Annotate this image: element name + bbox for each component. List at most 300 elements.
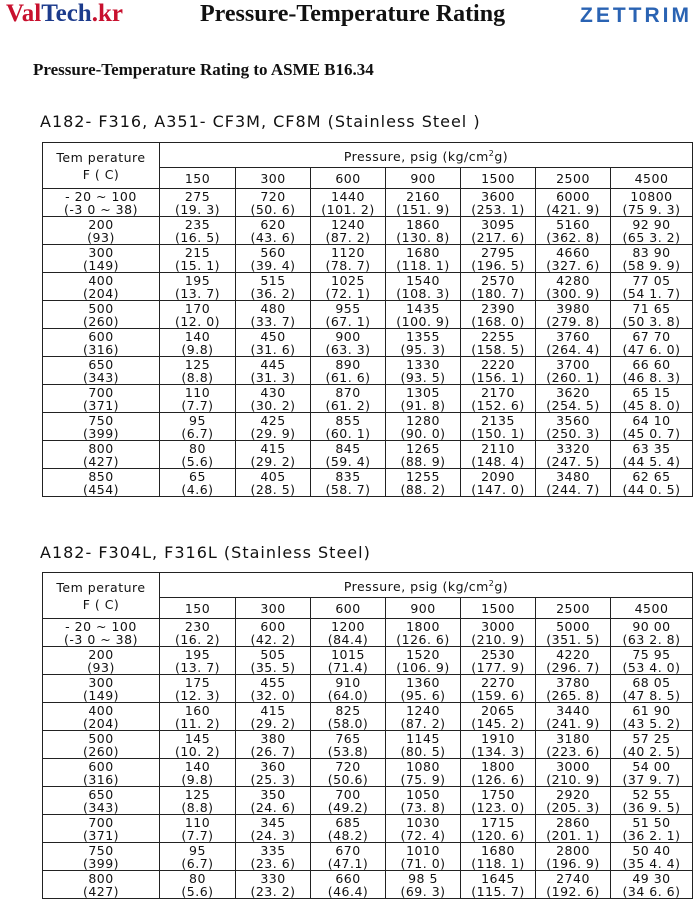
pressure-cell [160,675,236,703]
pressure-psig: 1540 [406,272,440,288]
temperature-c: (371) [82,397,120,413]
pressure-psig: 3760 [556,328,590,344]
table-row [43,357,693,385]
temperature-c: (-3 0 ~ 38) [64,631,138,647]
pressure-psig: 1715 [481,814,515,830]
class-header: 2500 [536,598,611,619]
pressure-kg: (80. 5) [400,743,446,759]
pressure-kg: (35. 5) [250,659,296,675]
pressure-kg: (13. 7) [174,285,221,301]
pressure-cell [236,441,311,469]
pressure-kg: (46 8. 3) [622,369,681,385]
pressure-kg: (300. 9) [546,285,600,301]
pressure-psig: 77 05 [632,272,671,288]
pressure-psig: 4660 [556,244,590,260]
pressure-psig: 3000 [556,758,590,774]
pressure-kg: (23. 6) [250,855,296,871]
pressure-psig: 90 00 [632,618,671,634]
pressure-psig: 2920 [556,786,590,802]
pressure-kg: (58 9. 9) [622,257,681,273]
pressure-cell [236,675,311,703]
pressure-kg: (93. 5) [400,369,446,385]
temperature-f: 500 [88,300,114,316]
pressure-cell [461,273,536,301]
pressure-cell [611,647,693,675]
pressure-kg: (53.8) [327,743,369,759]
pressure-psig: 1025 [331,272,365,288]
temperature-f: 800 [88,870,114,886]
pressure-psig: 2795 [481,244,515,260]
pressure-cell [611,217,693,245]
pressure-kg: (95. 6) [400,687,446,703]
pressure-cell [386,675,461,703]
pressure-cell [386,413,461,441]
temperature-header [43,573,160,619]
temperature-f: 650 [88,786,114,802]
pressure-psig: 1435 [406,300,440,316]
pressure-kg: (29. 2) [250,453,296,469]
pressure-kg: (42. 2) [250,631,296,647]
pressure-cell [311,469,386,497]
pressure-kg: (16. 5) [174,229,221,245]
temperature-f: 600 [88,758,114,774]
pressure-kg: (421. 9) [546,201,600,217]
pressure-kg: (36. 2) [250,285,296,301]
pressure-kg: (65 3. 2) [622,229,681,245]
pressure-psig: 450 [260,328,286,344]
pressure-kg: (72. 1) [325,285,371,301]
pressure-psig: 2110 [481,440,515,456]
pressure-psig: 825 [335,702,361,718]
pressure-psig: 67 70 [632,328,671,344]
temperature-c: (316) [82,341,120,357]
table-row [43,871,693,899]
pressure-kg: (254. 5) [546,397,600,413]
temperature-header-unit: F ( C) [82,166,120,182]
pressure-psig: 145 [184,730,211,746]
temperature-cell [43,273,160,301]
pressure-psig: 3980 [556,300,590,316]
pressure-cell [611,301,693,329]
pressure-kg: (106. 9) [396,659,450,675]
pressure-kg: (50 3. 8) [622,313,681,329]
pressure-kg: (177. 9) [471,659,525,675]
pressure-kg: (49.2) [327,799,369,815]
pressure-kg: (61. 6) [325,369,371,385]
pressure-cell [461,731,536,759]
temperature-cell [43,843,160,871]
pressure-cell [461,441,536,469]
pressure-cell [160,731,236,759]
pressure-kg: (260. 1) [546,369,600,385]
pressure-cell [236,787,311,815]
pressure-psig: 2160 [406,188,440,204]
temperature-header [43,143,160,189]
pressure-cell [536,469,611,497]
pressure-cell [236,619,311,647]
zettrim-brand-logo: ZETTRIM [580,4,692,27]
pressure-kg: (44 5. 4) [622,453,681,469]
pressure-psig: 350 [260,786,286,802]
pressure-kg: (101. 2) [321,201,375,217]
pressure-cell [536,217,611,245]
pressure-cell [160,273,236,301]
pressure-cell [611,815,693,843]
pressure-psig: 2170 [481,384,515,400]
pressure-kg: (159. 6) [471,687,525,703]
pressure-psig: 51 50 [632,814,671,830]
pressure-cell [461,385,536,413]
temperature-cell [43,413,160,441]
pressure-cell [386,357,461,385]
temperature-c: (399) [82,425,120,441]
pressure-cell [461,245,536,273]
pressure-cell [311,871,386,899]
temperature-f: 400 [88,702,114,718]
pressure-kg: (32. 0) [250,687,296,703]
pressure-kg: (47 8. 5) [622,687,681,703]
pressure-psig: 92 90 [632,216,671,232]
pressure-cell [611,703,693,731]
pressure-kg: (43. 6) [250,229,296,245]
pressure-psig: 2570 [481,272,515,288]
pressure-kg: (30. 2) [250,397,296,413]
pressure-kg: (36 2. 1) [622,827,681,843]
logo-part-tech: Tech [41,0,92,27]
pressure-kg: (34 6. 6) [622,883,681,899]
pressure-psig: 1200 [331,618,365,634]
pressure-psig: 1860 [406,216,440,232]
pressure-psig: 405 [260,468,286,484]
pressure-kg: (5.6) [181,883,214,899]
pressure-psig: 900 [335,328,361,344]
pressure-cell [536,787,611,815]
pressure-kg: (69. 3) [400,883,446,899]
pressure-psig: 345 [260,814,286,830]
pressure-kg: (33. 7) [250,313,296,329]
pressure-cell [536,245,611,273]
pressure-cell [461,759,536,787]
pressure-kg: (75 9. 3) [622,201,681,217]
pressure-psig: 75 95 [632,646,671,662]
temperature-c: (343) [82,799,120,815]
pressure-kg: (39. 4) [250,257,296,273]
temperature-c: (93) [87,659,115,675]
pressure-cell [461,675,536,703]
table-row [43,759,693,787]
pressure-psig: 415 [260,440,286,456]
pressure-kg: (100. 9) [396,313,450,329]
pressure-cell [236,301,311,329]
pressure-psig: 1255 [406,468,440,484]
pressure-kg: (210. 9) [546,771,600,787]
temperature-cell [43,871,160,899]
class-header: 900 [386,598,461,619]
pressure-kg: (91. 8) [400,397,446,413]
pressure-cell [386,273,461,301]
pressure-cell [236,385,311,413]
pressure-kg: (7.7) [181,397,214,413]
pressure-cell [160,217,236,245]
pressure-psig: 2255 [481,328,515,344]
pressure-kg: (10. 2) [174,743,221,759]
pressure-cell [461,871,536,899]
pressure-kg: (31. 3) [250,369,296,385]
pressure-header-end: g) [494,149,509,165]
pressure-psig: 1030 [406,814,440,830]
pressure-cell [386,441,461,469]
pressure-psig: 685 [335,814,361,830]
pressure-cell [386,731,461,759]
temperature-cell [43,301,160,329]
pressure-cell [461,647,536,675]
table-row [43,647,693,675]
pressure-kg: (264. 4) [546,341,600,357]
pressure-kg: (205. 3) [546,799,600,815]
pressure-psig: 1520 [406,646,440,662]
pressure-cell [611,329,693,357]
pressure-cell [386,787,461,815]
table-row [43,385,693,413]
pressure-kg: (130. 8) [396,229,450,245]
table-row [43,469,693,497]
pressure-cell [236,413,311,441]
pressure-psig: 1330 [406,356,440,372]
pressure-cell [311,787,386,815]
pressure-kg: (148. 4) [471,453,525,469]
pressure-kg: (64.0) [327,687,369,703]
pressure-cell [160,357,236,385]
pressure-kg: (327. 6) [546,257,600,273]
pressure-kg: (241. 9) [546,715,600,731]
pressure-psig: 3000 [481,618,515,634]
temperature-cell [43,441,160,469]
pressure-kg: (71. 0) [400,855,446,871]
pressure-cell [311,647,386,675]
pressure-cell [611,357,693,385]
pressure-kg: (45 8. 0) [622,397,681,413]
temperature-header-label: Tem perature [56,579,146,595]
table-row [43,217,693,245]
pressure-kg: (9.8) [181,341,214,357]
pressure-cell [311,329,386,357]
pressure-cell [536,731,611,759]
temperature-cell [43,245,160,273]
document-title: Pressure-Temperature Rating [200,1,506,27]
class-header: 300 [236,168,311,189]
pressure-cell [386,759,461,787]
pressure-cell [611,469,693,497]
table-1-title: A182- F316, A351- CF3M, CF8M (Stainless Steel ) [40,112,481,131]
pressure-cell [536,871,611,899]
temperature-c: (149) [82,687,120,703]
pressure-psig: 2065 [481,702,515,718]
pressure-kg: (29. 9) [250,425,296,441]
pressure-cell [160,815,236,843]
pressure-kg: (115. 7) [471,883,525,899]
class-header: 4500 [611,598,693,619]
pressure-cell [311,189,386,217]
temperature-f: 200 [88,646,114,662]
table-row [43,441,693,469]
temperature-f: 300 [88,244,114,260]
pressure-cell [386,843,461,871]
pressure-kg: (4.6) [181,481,214,497]
pressure-kg: (25. 3) [250,771,296,787]
pressure-psig: 3780 [556,674,590,690]
pressure-cell [611,189,693,217]
pressure-header-sup: 2 [488,148,495,158]
pressure-psig: 1280 [406,412,440,428]
pressure-cell [160,703,236,731]
pressure-psig: 3560 [556,412,590,428]
pressure-cell [160,843,236,871]
pressure-cell [160,301,236,329]
pressure-cell [236,815,311,843]
pressure-kg: (88. 9) [400,453,446,469]
section-subtitle: Pressure-Temperature Rating to ASME B16.34 [33,60,374,79]
temperature-cell [43,217,160,245]
pressure-kg: (156. 1) [471,369,525,385]
pressure-cell [236,469,311,497]
table-row [43,189,693,217]
pressure-header-text: Pressure, psig (kg/cm [343,149,489,165]
pressure-psig: 230 [184,618,211,634]
pressure-psig: 140 [184,758,211,774]
pressure-kg: (126. 6) [471,771,525,787]
pressure-psig: 175 [184,674,211,690]
pressure-kg: (72. 4) [400,827,446,843]
pressure-cell [160,647,236,675]
pressure-header-end: g) [494,579,509,595]
pressure-cell [236,759,311,787]
pressure-psig: 1360 [406,674,440,690]
temperature-cell [43,703,160,731]
pressure-psig: 1240 [331,216,365,232]
pressure-kg: (40 2. 5) [622,743,681,759]
temperature-f: 850 [88,468,114,484]
pressure-psig: 2800 [556,842,590,858]
pressure-cell [536,273,611,301]
pressure-psig: 700 [335,786,361,802]
pressure-kg: (90. 0) [400,425,446,441]
temperature-c: (427) [82,883,120,899]
pressure-kg: (23. 2) [250,883,296,899]
table-row [43,329,693,357]
pressure-psig: 835 [335,468,361,484]
pressure-psig: 235 [184,216,211,232]
pressure-cell [236,647,311,675]
pressure-psig: 1305 [406,384,440,400]
pressure-kg: (120. 6) [471,827,525,843]
temperature-f: 700 [88,384,114,400]
pressure-cell [461,815,536,843]
table-row [43,413,693,441]
pressure-cell [311,413,386,441]
pressure-kg: (44 0. 5) [622,481,681,497]
pressure-psig: 1240 [406,702,440,718]
pressure-cell [386,703,461,731]
pressure-cell [311,357,386,385]
pressure-kg: (67. 1) [325,313,371,329]
pressure-cell [536,619,611,647]
pressure-cell [160,329,236,357]
pressure-psig: 215 [184,244,211,260]
pressure-kg: (151. 9) [396,201,450,217]
pressure-psig: 430 [260,384,286,400]
pressure-kg: (118. 1) [396,257,450,273]
class-header: 1500 [461,598,536,619]
pressure-kg: (192. 6) [546,883,600,899]
pressure-psig: 195 [184,646,211,662]
pressure-psig: 955 [335,300,361,316]
pressure-kg: (362. 8) [546,229,600,245]
pressure-cell [236,329,311,357]
pressure-header [160,573,693,598]
pressure-cell [611,759,693,787]
logo-part-kr: .kr [91,0,123,27]
valtech-logo[interactable] [6,0,123,28]
pressure-psig: 505 [260,646,286,662]
pressure-kg: (95. 3) [400,341,446,357]
pressure-kg: (6.7) [181,425,214,441]
pressure-psig: 57 25 [632,730,671,746]
logo-part-val: Val [6,0,42,27]
pressure-cell [536,441,611,469]
pressure-cell [160,441,236,469]
pressure-kg: (47.1) [327,855,369,871]
rating-table-2 [42,572,693,899]
pressure-cell [311,815,386,843]
pressure-kg: (147. 0) [471,481,525,497]
class-header: 2500 [536,168,611,189]
pressure-header [160,143,693,168]
pressure-psig: 160 [184,702,211,718]
pressure-psig: 870 [335,384,361,400]
pressure-psig: 71 65 [632,300,671,316]
pressure-psig: 910 [335,674,361,690]
pressure-psig: 2090 [481,468,515,484]
pressure-psig: 1680 [481,842,515,858]
pressure-psig: 195 [184,272,211,288]
pressure-kg: (8.8) [181,799,214,815]
pressure-cell [611,675,693,703]
pressure-kg: (279. 8) [546,313,600,329]
pressure-cell [160,469,236,497]
pressure-psig: 95 [189,412,206,428]
temperature-cell [43,759,160,787]
temperature-f: 650 [88,356,114,372]
pressure-psig: 1010 [406,842,440,858]
pressure-psig: 3095 [481,216,515,232]
pressure-psig: 415 [260,702,286,718]
pressure-psig: 2390 [481,300,515,316]
pressure-cell [386,871,461,899]
pressure-kg: (31. 6) [250,341,296,357]
temperature-c: (260) [82,743,120,759]
pressure-cell [611,273,693,301]
pressure-kg: (24. 6) [250,799,296,815]
pressure-psig: 1355 [406,328,440,344]
pressure-cell [236,843,311,871]
pressure-cell [160,245,236,273]
temperature-cell [43,787,160,815]
pressure-cell [461,189,536,217]
pressure-kg: (47 6. 0) [622,341,681,357]
pressure-kg: (196. 9) [546,855,600,871]
pressure-kg: (145. 2) [471,715,525,731]
pressure-psig: 49 30 [632,870,671,886]
